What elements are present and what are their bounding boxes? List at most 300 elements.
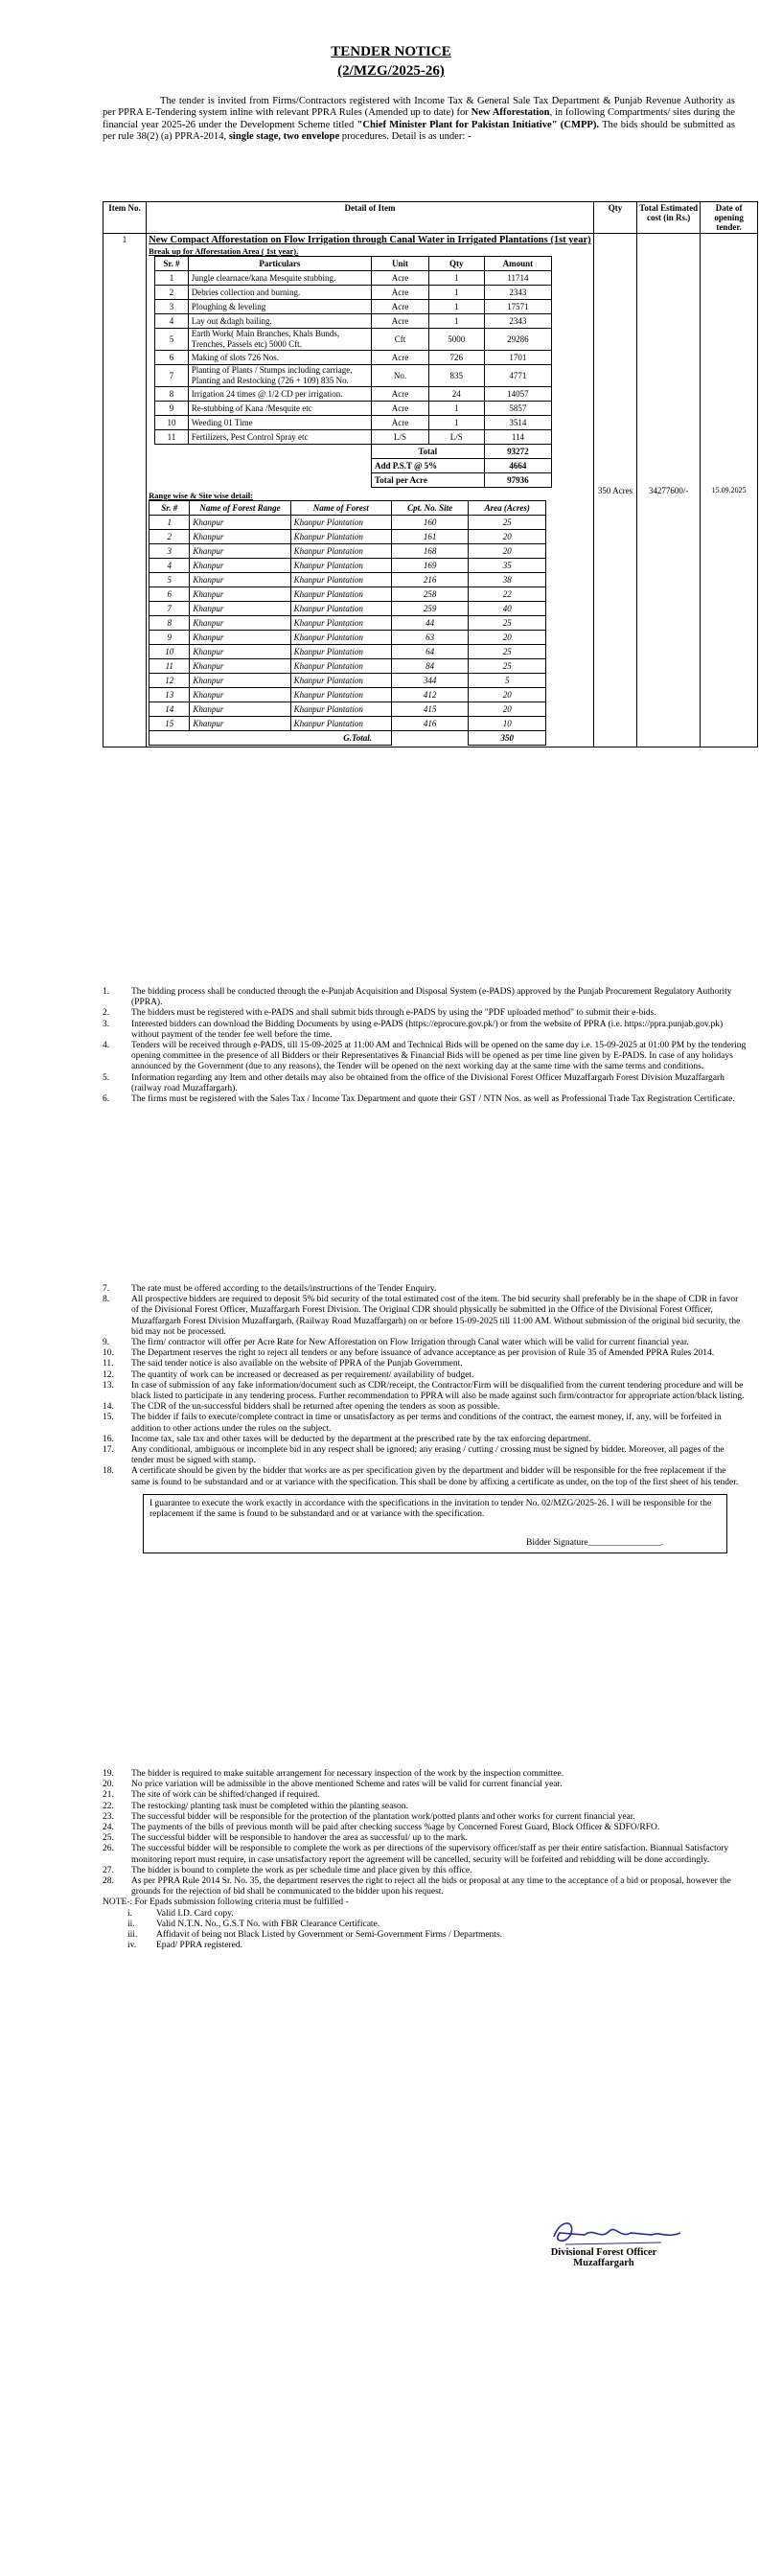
breakup-header-sr: Sr. # <box>155 257 189 271</box>
item-qty: 350 Acres <box>593 234 636 748</box>
range-body <box>150 516 546 731</box>
range-header-range: Name of Forest Range <box>190 501 290 516</box>
breakup-cell: Ploughing & leveling <box>188 300 371 314</box>
range-cell: 12 <box>150 674 190 688</box>
range-cell: 38 <box>469 573 546 587</box>
term-text: No price variation will be admissible in the above mentioned Scheme and rates will be valid for current financial year. <box>131 1780 563 1790</box>
breakup-table <box>154 256 552 488</box>
term-item <box>103 1812 747 1823</box>
range-cell: 160 <box>391 516 468 530</box>
term-number: 2. <box>103 1008 110 1019</box>
breakup-cell: Lay out &dagh bailing. <box>188 314 371 329</box>
intro-bold-1: New Afforestation <box>471 107 550 119</box>
range-row <box>150 717 546 731</box>
range-cell: 8 <box>150 616 190 631</box>
total-value: 93272 <box>484 445 551 459</box>
range-cell: 259 <box>391 602 468 616</box>
breakup-row <box>155 329 552 351</box>
breakup-header-qty: Qty <box>428 257 484 271</box>
term-text: The bidder is required to make suitable arrangement for necessary inspection of the work by the inspection committee. <box>131 1769 564 1779</box>
range-row <box>150 688 546 702</box>
header-qty: Qty <box>593 202 636 234</box>
pst-value: 4664 <box>484 459 551 473</box>
term-text: A certificate should be given by the bidder that works are as per specification given by the department and bidder will be responsible for the free replacement if the same is found to be substandard and or at variance with the specification. This shall be done by affixing a certificate as under, on the top of the first sheet of his tender. <box>131 1466 739 1487</box>
range-cell: 35 <box>469 559 546 573</box>
term-item <box>103 1402 747 1413</box>
range-cell: Khanpur Plantation <box>290 559 391 573</box>
range-cell: 20 <box>469 530 546 544</box>
range-row <box>150 544 546 559</box>
breakup-cell: 8 <box>155 387 189 402</box>
terms-list-part-1 <box>103 987 747 1105</box>
breakup-cell: Weeding 01 Time <box>188 416 371 430</box>
header-cost: Total Estimated cost (in Rs.) <box>637 202 701 234</box>
breakup-cell: 1 <box>155 271 189 286</box>
breakup-total-row <box>155 445 552 459</box>
range-cell: 415 <box>391 702 468 717</box>
note-item-number: i. <box>127 1908 133 1919</box>
term-text: Any conditional, ambiguous or incomplete bid in any respect shall be ignored; any erasing / cutting / crossing must be signed by bidder. Moreover, all pages of the tender must be signed with stamp. <box>131 1445 724 1466</box>
range-cell: 216 <box>391 573 468 587</box>
term-item <box>103 1833 747 1844</box>
range-header-area: Area (Acres) <box>469 501 546 516</box>
term-item <box>103 1359 747 1369</box>
note-item <box>103 1920 747 1930</box>
breakup-cell: 1 <box>428 286 484 300</box>
term-item <box>103 1790 747 1801</box>
range-cell: 5 <box>469 674 546 688</box>
breakup-cell: Acre <box>372 402 429 416</box>
breakup-header-unit: Unit <box>372 257 429 271</box>
range-cell: 20 <box>469 544 546 559</box>
term-text: The rate must be offered according to the details/instructions of the Tender Enquiry. <box>131 1284 437 1294</box>
item-title: New Compact Afforestation on Flow Irrigation through Canal Water in Irrigated Plantations (1st year) <box>149 235 591 245</box>
breakup-cell: Fertilizers, Pest Control Spray etc <box>188 430 371 445</box>
range-cell: 25 <box>469 616 546 631</box>
term-item <box>103 1073 747 1094</box>
range-cell: Khanpur <box>190 587 290 602</box>
breakup-pst-row <box>155 459 552 473</box>
term-item <box>103 1802 747 1812</box>
breakup-cell: 4 <box>155 314 189 329</box>
range-row <box>150 702 546 717</box>
range-cell: Khanpur Plantation <box>290 645 391 659</box>
range-cell: Khanpur Plantation <box>290 587 391 602</box>
signatory-title: Divisional Forest Officer <box>550 2247 657 2258</box>
range-cell: Khanpur Plantation <box>290 631 391 645</box>
breakup-body <box>155 271 552 445</box>
term-number: 24. <box>103 1823 114 1833</box>
range-cell: 10 <box>469 717 546 731</box>
breakup-row <box>155 402 552 416</box>
note-item <box>103 1909 747 1920</box>
range-cell: 3 <box>150 544 190 559</box>
breakup-cell: Re-stubbing of Kana /Mesquite etc <box>188 402 371 416</box>
term-item <box>103 1435 747 1445</box>
range-cell: 2 <box>150 530 190 544</box>
range-row <box>150 631 546 645</box>
intro-text-2: , in following Compartments/ sites during the financial year 2025-26 under the Development Scheme titled <box>103 107 736 130</box>
breakup-cell: Acre <box>372 286 429 300</box>
term-item <box>103 1370 747 1381</box>
term-number: 14. <box>103 1402 114 1413</box>
term-item <box>103 1381 747 1402</box>
intro-bold-3: single stage, two envelope <box>228 131 340 143</box>
breakup-cell: 1 <box>428 416 484 430</box>
range-row <box>150 674 546 688</box>
term-item <box>103 1041 747 1073</box>
term-text: All prospective bidders are required to deposit 5% bid security of the total estimated cost of the item. The bid security shall preferably be in the shape of CDR in favor of the Divisional Forest Officer, Muzaffargarh Forest Division. The Original CDR should physically be submitted in the Office of the Divisional Forest Officer, Muzaffargarh Forest Division Muzaffargarh, (Railway Road Muzaffargarh) on or before 15-09-2025 till 11:00 AM. Without submission of the original bid security, the bid may not be processed. <box>131 1295 741 1337</box>
term-number: 23. <box>103 1811 114 1822</box>
term-number: 18. <box>103 1466 114 1477</box>
breakup-cell: Acre <box>372 387 429 402</box>
range-cell: 161 <box>391 530 468 544</box>
range-table <box>149 500 546 746</box>
term-item <box>103 1338 747 1348</box>
range-row <box>150 602 546 616</box>
breakup-cell: 24 <box>428 387 484 402</box>
breakup-cell: 10 <box>155 416 189 430</box>
breakup-cell: 14057 <box>484 387 551 402</box>
term-item <box>103 1876 747 1898</box>
signature-block <box>508 2247 700 2268</box>
term-text: Information regarding any Item and other details may also be obtained from the office of the Divisional Forest Officer Muzaffargarh Forest Division Muzaffargarh (railway road Muzaffargarh). <box>131 1072 724 1093</box>
note-item-number: iii. <box>127 1930 138 1941</box>
term-item <box>103 1284 747 1295</box>
term-text: The successful bidder will be responsible for the protection of the plantation work/potted plants and other works for current financial year. <box>131 1811 635 1822</box>
range-row <box>150 530 546 544</box>
breakup-cell: 5000 <box>428 329 484 351</box>
range-cell: Khanpur Plantation <box>290 573 391 587</box>
breakup-cell: 3514 <box>484 416 551 430</box>
breakup-cell: 3 <box>155 300 189 314</box>
breakup-row <box>155 286 552 300</box>
term-text: The bidders must be registered with e-PADS and shall submit bids through e-PADS by using the "PDF uploaded method" to submit their e-bids. <box>131 1008 656 1019</box>
term-text: The site of work can be shifted/changed if required. <box>131 1790 320 1801</box>
term-text: Income tax, sale tax and other taxes will be deducted by the department at the prescribed rate by the tax enforcing department. <box>131 1434 591 1444</box>
header-item-no: Item No. <box>104 202 147 234</box>
note-item <box>103 1930 747 1941</box>
term-number: 27. <box>103 1865 114 1875</box>
term-text: The quantity of work can be increased or decreased as per requirement/ availability of budget. <box>131 1369 474 1380</box>
range-cell: 416 <box>391 717 468 731</box>
term-text: The said tender notice is also available on the website of PPRA of the Punjab Government. <box>131 1359 463 1369</box>
note-item-number: iv. <box>127 1941 137 1951</box>
range-cell: 412 <box>391 688 468 702</box>
range-row <box>150 616 546 631</box>
term-number: 4. <box>103 1041 110 1051</box>
breakup-cell: 1 <box>428 402 484 416</box>
note-item-text: Valid N.T.N. No., G.S.T No. with FBR Clearance Certificate. <box>156 1919 380 1929</box>
range-cell: Khanpur <box>190 659 290 674</box>
term-item <box>103 1413 747 1434</box>
range-cell: 10 <box>150 645 190 659</box>
range-cell: 14 <box>150 702 190 717</box>
header-detail: Detail of Item <box>147 202 594 234</box>
range-cell: Khanpur Plantation <box>290 602 391 616</box>
term-number: 17. <box>103 1445 114 1456</box>
term-number: 8. <box>103 1295 110 1305</box>
breakup-cell: 17571 <box>484 300 551 314</box>
breakup-cell: Earth Work( Main Branches, Khals Bunds, Trenches, Passels etc) 5000 Cft. <box>188 329 371 351</box>
range-header-cpt: Cpt. No. Site <box>391 501 468 516</box>
breakup-cell: 4771 <box>484 365 551 387</box>
range-cell: 1 <box>150 516 190 530</box>
range-row <box>150 587 546 602</box>
range-cell: 11 <box>150 659 190 674</box>
range-cell: Khanpur <box>190 516 290 530</box>
range-row <box>150 659 546 674</box>
range-cell: Khanpur <box>190 688 290 702</box>
term-text: The firm/ contractor will offer per Acre Rate for New Afforestation on Flow Irrigation through Canal water which will be valid for current financial year. <box>131 1338 689 1348</box>
breakup-row <box>155 271 552 286</box>
signature-scribble <box>546 2216 690 2250</box>
breakup-cell: 114 <box>484 430 551 445</box>
range-cell: 6 <box>150 587 190 602</box>
breakup-per-acre-row <box>155 473 552 488</box>
range-cell: Khanpur <box>190 717 290 731</box>
term-item <box>103 1823 747 1833</box>
certificate-box <box>143 1494 727 1554</box>
breakup-cell: 2 <box>155 286 189 300</box>
term-number: 22. <box>103 1801 114 1811</box>
range-cell: Khanpur Plantation <box>290 659 391 674</box>
term-text: Interested bidders can download the Bidding Documents by using e-PADS (https://eprocure.gov.pk/) or from the website of PPRA (i.e. https://ppra.punjab.gov.pk) without payment of the tender fee well before the time. <box>131 1019 724 1040</box>
range-cell: Khanpur Plantation <box>290 530 391 544</box>
range-cell: Khanpur <box>190 573 290 587</box>
terms-list-part-3 <box>103 1769 747 1951</box>
breakup-cell: Planting of Plants / Stumps including carriage, Planting and Restocking (726 + 109) 835 No. <box>188 365 371 387</box>
breakup-cell: 2343 <box>484 286 551 300</box>
breakup-cell: 6 <box>155 351 189 365</box>
breakup-row <box>155 387 552 402</box>
term-item <box>103 1094 747 1105</box>
range-cell: Khanpur Plantation <box>290 616 391 631</box>
term-number: 21. <box>103 1790 114 1801</box>
term-text: The CDR of the un-successful bidders shall be returned after opening the tenders as soon as possible. <box>131 1402 500 1413</box>
term-number: 16. <box>103 1434 114 1444</box>
term-number: 9. <box>103 1338 110 1348</box>
note-item-text: Epad/ PPRA registered. <box>156 1941 242 1951</box>
gtotal-value: 350 <box>469 731 546 746</box>
per-acre-value: 97936 <box>484 473 551 488</box>
breakup-row <box>155 300 552 314</box>
breakup-cell: L/S <box>372 430 429 445</box>
breakup-header-particulars: Particulars <box>188 257 371 271</box>
term-number: 6. <box>103 1094 110 1105</box>
range-cell: 20 <box>469 702 546 717</box>
breakup-cell: 1 <box>428 271 484 286</box>
term-item <box>103 1020 747 1041</box>
breakup-cell: Acre <box>372 314 429 329</box>
breakup-cell: 9 <box>155 402 189 416</box>
term-text: The firms must be registered with the Sales Tax / Income Tax Department and quote their GST / NTN Nos. as well as Professional Trade Tax Registration Certificate. <box>131 1094 735 1105</box>
main-table-header <box>104 202 758 234</box>
breakup-cell: Irrigation 24 times @ 1/2 CD per irrigation. <box>188 387 371 402</box>
breakup-row <box>155 416 552 430</box>
breakup-cell: 29286 <box>484 329 551 351</box>
range-cell: 25 <box>469 659 546 674</box>
term-item <box>103 1445 747 1466</box>
total-label: Total <box>372 445 485 459</box>
breakup-cell: 11 <box>155 430 189 445</box>
range-cell: Khanpur Plantation <box>290 688 391 702</box>
range-cell: 22 <box>469 587 546 602</box>
term-item <box>103 1008 747 1019</box>
breakup-cell: Acre <box>372 351 429 365</box>
header-date: Date of opening tender. <box>701 202 758 234</box>
range-cell: Khanpur Plantation <box>290 516 391 530</box>
range-cell: Khanpur <box>190 631 290 645</box>
breakup-header-amount: Amount <box>484 257 551 271</box>
range-cell: Khanpur Plantation <box>290 674 391 688</box>
breakup-cell: Acre <box>372 300 429 314</box>
breakup-row <box>155 365 552 387</box>
term-text: The successful bidder will be responsible to complete the work as per directions of the supervisory officer/staff as per their entire satisfaction. Biannual Satisfactory monitoring report must require, in case unsatisfactory report the agreement will be cancelled, security will be forfeited and rebidding will be done accordingly. <box>131 1844 729 1865</box>
term-number: 11. <box>103 1359 114 1369</box>
term-item <box>103 1466 747 1487</box>
term-number: 28. <box>103 1876 114 1887</box>
range-total-row <box>150 731 546 746</box>
breakup-cell: Jungle clearnace/kana Mesquite stubbing. <box>188 271 371 286</box>
range-cell: 5 <box>150 573 190 587</box>
note-item-text: Valid I.D. Card copy. <box>156 1908 234 1919</box>
intro-paragraph <box>103 96 735 144</box>
term-number: 3. <box>103 1019 110 1029</box>
item-number: 1 <box>104 234 147 748</box>
intro-text-4: procedures. Detail is as under: - <box>339 131 472 143</box>
term-item <box>103 1866 747 1876</box>
range-cell: 63 <box>391 631 468 645</box>
breakup-title: Break up for Afforestation Area ( 1st year). <box>149 246 299 256</box>
breakup-cell: Debries collection and burning. <box>188 286 371 300</box>
intro-bold-2: "Chief Minister Plant for Pakistan Initiative" (CMPP). <box>356 119 600 130</box>
breakup-cell: 1 <box>428 300 484 314</box>
breakup-cell: 7 <box>155 365 189 387</box>
range-cell: Khanpur <box>190 674 290 688</box>
breakup-cell: L/S <box>428 430 484 445</box>
term-item <box>103 987 747 1008</box>
range-cell: 84 <box>391 659 468 674</box>
item-opening-date: 15.09.2025 <box>701 234 758 748</box>
term-number: 13. <box>103 1380 114 1391</box>
term-text: The restocking/ planting task must be completed within the planting season. <box>131 1801 408 1811</box>
term-item <box>103 1844 747 1865</box>
breakup-cell: 1701 <box>484 351 551 365</box>
item-detail-cell <box>147 234 594 748</box>
note-item-text: Affidavit of being not Black Listed by Government or Semi-Government Firms / Departments. <box>156 1930 503 1941</box>
range-cell: Khanpur <box>190 645 290 659</box>
range-cell: 169 <box>391 559 468 573</box>
range-title: Range wise & Site wise detail: <box>149 491 253 500</box>
range-cell: Khanpur <box>190 544 290 559</box>
range-cell: 25 <box>469 516 546 530</box>
term-text: The bidding process shall be conducted through the e-Punjab Acquisition and Disposal System (e-PADS) approved by the Punjab Procurement Regulatory Authority (PPRA). <box>131 987 732 1008</box>
term-text: In case of submission of any fake information/document such as CDR/receipt, the Contractor/Firm will be disqualified from the current tendering procedure and will be black listed to participate in any tendering process. Further recommendation to PPRA will also be made against such firm/contractor for appropriate action/black listing. <box>131 1380 745 1402</box>
range-header-sr: Sr. # <box>150 501 190 516</box>
bidder-signature-line: Bidder Signature________________. <box>525 1537 663 1548</box>
term-number: 7. <box>103 1284 110 1294</box>
range-cell: 40 <box>469 602 546 616</box>
signatory-location: Muzaffargarh <box>573 2258 634 2268</box>
note-item-number: ii. <box>127 1919 135 1929</box>
range-cell: 64 <box>391 645 468 659</box>
breakup-cell: Acre <box>372 271 429 286</box>
gtotal-label: G.Total. <box>150 731 392 746</box>
term-item <box>103 1780 747 1790</box>
term-number: 25. <box>103 1833 114 1844</box>
breakup-cell: 1 <box>428 314 484 329</box>
range-cell: Khanpur <box>190 559 290 573</box>
range-cell: Khanpur Plantation <box>290 702 391 717</box>
range-cell: Khanpur <box>190 616 290 631</box>
breakup-cell: 726 <box>428 351 484 365</box>
range-cell: 15 <box>150 717 190 731</box>
term-text: The bidder is bound to complete the work as per schedule time and place given by this office. <box>131 1865 472 1875</box>
term-number: 1. <box>103 987 110 997</box>
term-number: 10. <box>103 1348 114 1359</box>
note-heading: NOTE-: For Epads submission following criteria must be fulfilled - <box>103 1898 349 1908</box>
range-cell: 20 <box>469 631 546 645</box>
tender-items-table <box>103 201 758 748</box>
range-cell: 44 <box>391 616 468 631</box>
term-number: 19. <box>103 1769 114 1779</box>
term-number: 5. <box>103 1072 110 1083</box>
intro-text-3: The bids should be submitted as per rule 38(2) (a) PPRA-2014, <box>103 119 735 143</box>
range-cell: 20 <box>469 688 546 702</box>
breakup-row <box>155 351 552 365</box>
term-item <box>103 1295 747 1338</box>
terms-list-part-2 <box>103 1284 747 1559</box>
breakup-cell: Acre <box>372 416 429 430</box>
breakup-cell: 11714 <box>484 271 551 286</box>
certificate-text: I guarantee to execute the work exactly in accordance with the specifications in the invitation to tender No. 02/MZG/2025-26. I will be responsible for the replacement if the same is found to be substandard and or at variance with the specification. <box>150 1498 712 1520</box>
intro-text-1: The tender is invited from Firms/Contractors registered with Income Tax & General Sale Tax Department & Punjab Revenue Authority as per PPRA E-Tendering system inline with relevant PPRA Rules (Amended up to date) for <box>103 96 735 119</box>
range-cell: 9 <box>150 631 190 645</box>
term-number: 15. <box>103 1413 114 1423</box>
note-item <box>103 1941 747 1951</box>
range-row <box>150 573 546 587</box>
range-cell: Khanpur <box>190 602 290 616</box>
term-text: As per PPRA Rule 2014 Sr. No. 35, the department reserves the right to reject all the bids or proposal at any time to the acceptance of a bid or proposal, however the grounds for the rejection of bid shall be communicated to the bidder upon his request. <box>131 1876 731 1898</box>
range-cell: Khanpur <box>190 702 290 717</box>
breakup-row <box>155 430 552 445</box>
range-cell: 7 <box>150 602 190 616</box>
range-cell: 344 <box>391 674 468 688</box>
range-cell: Khanpur Plantation <box>290 544 391 559</box>
term-item <box>103 1769 747 1780</box>
breakup-cell: 5857 <box>484 402 551 416</box>
term-text: Tenders will be received through e-PADS, till 15-09-2025 at 11:00 AM and Technical Bids will be opened on the same day i.e. 15-09-2025 at 01:00 PM by the tendering opening committee in the presence of all Bidders or their Representatives & Financial Bids will be opened as per time line given by E-PADS. In case of any holidays announced by the Government (due to any reasons), the Tender will be opened on the next working day at the same time with the same terms and conditions. <box>131 1041 747 1072</box>
range-cell: 13 <box>150 688 190 702</box>
range-cell: Khanpur <box>190 530 290 544</box>
breakup-cell: No. <box>372 365 429 387</box>
page-title: TENDER NOTICE <box>331 44 451 59</box>
breakup-cell: 2343 <box>484 314 551 329</box>
pst-label: Add P.S.T @ 5% <box>372 459 485 473</box>
term-number: 12. <box>103 1369 114 1380</box>
range-cell: 25 <box>469 645 546 659</box>
range-cell: Khanpur Plantation <box>290 717 391 731</box>
range-header-forest: Name of Forest <box>290 501 391 516</box>
breakup-cell: 5 <box>155 329 189 351</box>
term-number: 26. <box>103 1844 114 1854</box>
breakup-row <box>155 314 552 329</box>
range-cell: 258 <box>391 587 468 602</box>
range-cell: 168 <box>391 544 468 559</box>
term-text: The successful bidder will be responsible to handover the area as successful/ up to the mark. <box>131 1833 468 1844</box>
range-row <box>150 516 546 530</box>
